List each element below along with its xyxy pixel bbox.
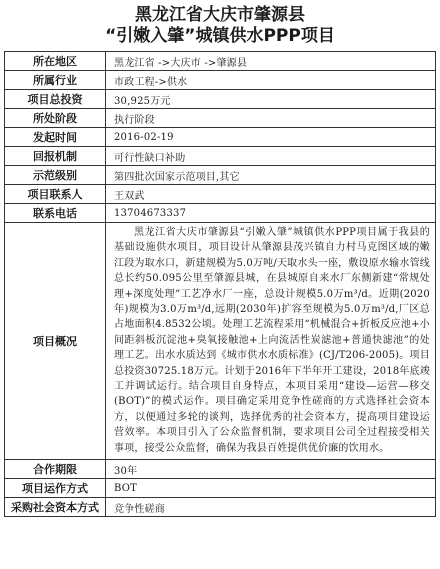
row-procurement-method xyxy=(5,498,436,517)
title-line-2: “引嫩入肇”城镇供水PPP项目 xyxy=(105,26,335,46)
label-industry: 所属行业 xyxy=(5,71,106,90)
value-stage: 执行阶段 xyxy=(106,109,436,128)
row-cooperation-term xyxy=(5,460,436,479)
label-stage: 所处阶段 xyxy=(5,109,106,128)
label-overview: 项目概况 xyxy=(5,223,106,460)
value-industry: 市政工程->供水 xyxy=(106,71,436,90)
value-investment: 30,925万元 xyxy=(106,90,436,109)
title-line-1: 黑龙江省大庆市肇源县 xyxy=(135,5,305,25)
value-operation-mode: BOT xyxy=(106,479,436,498)
value-cooperation-term: 30年 xyxy=(106,460,436,479)
row-start-date xyxy=(5,128,436,147)
value-start-date: 2016-02-19 xyxy=(106,128,436,147)
row-industry xyxy=(5,71,436,90)
value-procurement-method: 竞争性磋商 xyxy=(106,498,436,517)
label-contact: 项目联系人 xyxy=(5,185,106,204)
project-info-table xyxy=(4,51,436,517)
row-phone xyxy=(5,204,436,223)
row-stage xyxy=(5,109,436,128)
row-overview xyxy=(5,223,436,460)
value-overview: 黑龙江省大庆市肇源县“引嫩入肇”城镇供水PPP项目属于我县的基础设施供水项目，项目设计从肇源县茂兴镇自力村马克图区域的嫩江段为取水口，新建规模为5.0万吨/天取水头一座，敷设原水输水管线总长约50.095公里至肇源县城，在县城原自来水厂东侧新建“常规处理+深度处理”工艺净水厂一座，总设计规模5.0万m³/d。近期(2020年)规模为3.0万m³/d,远期(2030年)扩容至规模为5.0万m³/d,厂区总占地面积4.8532公顷。处理工艺流程采用“机械混合+折板反应池+小间距斜板沉淀池+臭氧接触池+上向流活性炭滤池+普通快滤池”的处理工艺。出水水质达到《城市供水水质标准》(CJ/T206-2005)。项目总投资30725.18万元。计划于2016年下半年开工建设，2018年底竣工并调试运行。结合项目自身特点，本项目采用“建设—运营—移交(BOT)”的模式运作。项目确定采用竞争性磋商的方式选择社会资本方，以便通过多轮的谈判，选择优秀的社会资本方，提高项目建设运营效率。本项目引入了公众监督机制，要求项目公司全过程接受相关事项，接受公众监督，确保为我县百姓提供优价廉的饮用水。 xyxy=(106,223,436,460)
row-contact xyxy=(5,185,436,204)
value-region: 黑龙江省 ->大庆市 ->肇源县 xyxy=(106,52,436,71)
label-return-mechanism: 回报机制 xyxy=(5,147,106,166)
label-demo-level: 示范级别 xyxy=(5,166,106,185)
label-phone: 联系电话 xyxy=(5,204,106,223)
row-operation-mode xyxy=(5,479,436,498)
label-cooperation-term: 合作期限 xyxy=(5,460,106,479)
row-region xyxy=(5,52,436,71)
document-title xyxy=(0,0,440,48)
label-operation-mode: 项目运作方式 xyxy=(5,479,106,498)
label-procurement-method: 采购社会资本方式 xyxy=(5,498,106,517)
label-start-date: 发起时间 xyxy=(5,128,106,147)
row-demo-level xyxy=(5,166,436,185)
row-return-mechanism xyxy=(5,147,436,166)
value-demo-level: 第四批次国家示范项目,其它 xyxy=(106,166,436,185)
value-contact: 王双武 xyxy=(106,185,436,204)
value-phone: 13704673337 xyxy=(106,204,436,223)
label-region: 所在地区 xyxy=(5,52,106,71)
label-investment: 项目总投资 xyxy=(5,90,106,109)
row-investment xyxy=(5,90,436,109)
value-return-mechanism: 可行性缺口补助 xyxy=(106,147,436,166)
